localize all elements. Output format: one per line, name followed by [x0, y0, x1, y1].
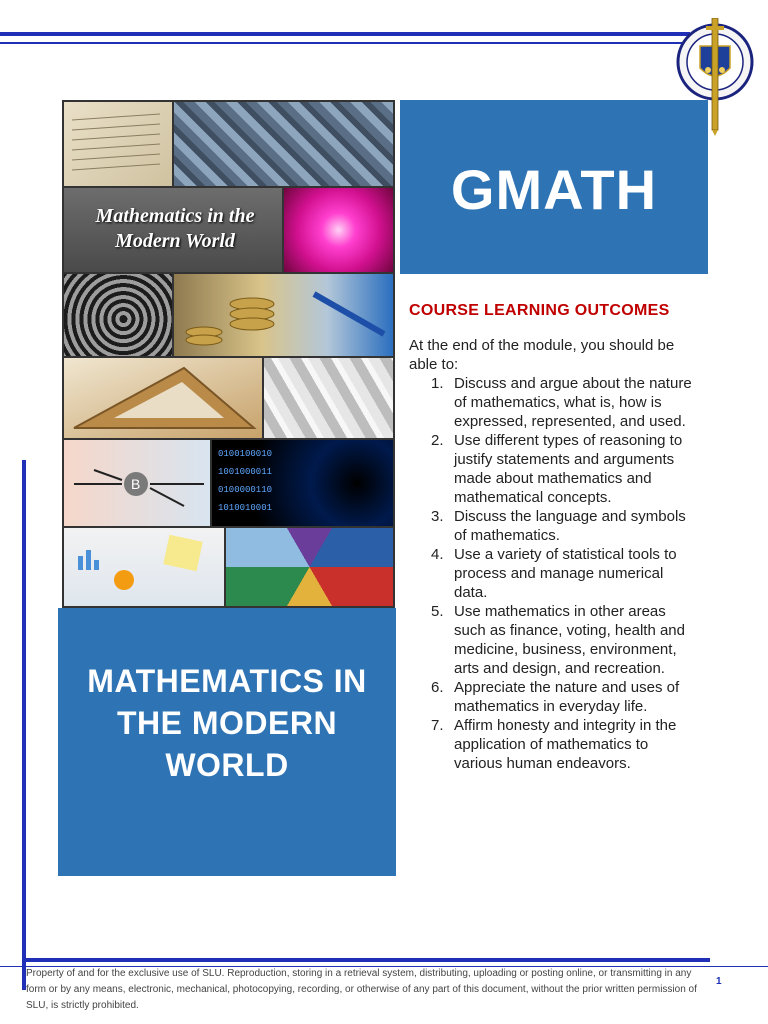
- list-item: [409, 678, 699, 716]
- item-number: 1.: [431, 375, 444, 392]
- course-code-box: [400, 100, 708, 274]
- spiral-staircase-image: [64, 274, 172, 356]
- svg-text:1001000011: 1001000011: [218, 467, 273, 477]
- coins-pen-image: [174, 274, 393, 356]
- list-item: [409, 545, 699, 602]
- list-item: [409, 602, 699, 678]
- item-number: 7.: [431, 717, 444, 734]
- set-square-image: [64, 358, 262, 438]
- copyright-footer: Property of and for the exclusive use of SLU. Reproduction, storing in a retrieval system, distributing, uploading or posting online, or transmitting in any form or by any means, electronic, mechanical, photocopying, recording, or otherwise of any part of this document, without the prior written permission of SLU, is strictly prohibited.: [26, 968, 697, 1011]
- course-title: MATHEMATICS IN THE MODERN WORLD: [87, 663, 367, 783]
- top-rule: [0, 32, 690, 36]
- outcomes-list: [409, 374, 699, 773]
- flower-image: [284, 188, 393, 272]
- course-title-box: [58, 608, 396, 876]
- list-item: [409, 431, 699, 507]
- stained-glass-image: [226, 528, 393, 606]
- item-text: Discuss the language and symbols of mathematics.: [454, 508, 686, 544]
- svg-text:0100000110: 0100000110: [218, 485, 273, 495]
- svg-text:0100100010: 0100100010: [218, 449, 273, 459]
- collage-caption: Mathematics in the Modern World: [95, 205, 255, 252]
- bitcoin-circuit-image: [64, 440, 210, 526]
- item-text: Use different types of reasoning to justify statements and arguments made about mathematics and mathematical concepts.: [454, 432, 683, 506]
- list-item: [409, 507, 699, 545]
- cubes-image: [174, 102, 393, 186]
- item-text: Discuss and argue about the nature of mathematics, what is, how is expressed, represented, and used.: [454, 375, 692, 430]
- outcomes-intro: At the end of the module, you should be able to:: [409, 337, 675, 373]
- title-collage-image: [64, 188, 282, 272]
- top-rule-thin: [0, 42, 690, 44]
- charts-sticky-note-image: [64, 528, 224, 606]
- left-rule: [22, 460, 26, 990]
- page-number: 1: [716, 976, 722, 987]
- list-item: [409, 716, 699, 773]
- item-number: 3.: [431, 508, 444, 525]
- svg-text:B: B: [131, 476, 141, 492]
- course-code: GMATH: [450, 158, 658, 221]
- item-text: Use a variety of statistical tools to process and manage numerical data.: [454, 546, 677, 601]
- svg-text:1010010001: 1010010001: [218, 503, 273, 513]
- item-number: 6.: [431, 679, 444, 696]
- list-item: [409, 374, 699, 431]
- geometric-pattern-image: [264, 358, 393, 438]
- item-text: Affirm honesty and integrity in the application of mathematics to various human endeavors.: [454, 717, 677, 772]
- item-text: Use mathematics in other areas such as finance, voting, health and medicine, business, environment, arts and design, and recreation.: [454, 603, 685, 677]
- outcomes-heading: COURSE LEARNING OUTCOMES: [409, 302, 670, 319]
- item-number: 2.: [431, 432, 444, 449]
- bottom-rule: [22, 958, 710, 962]
- newspaper-image: [64, 102, 172, 186]
- item-text: Appreciate the nature and uses of mathematics in everyday life.: [454, 679, 680, 715]
- binary-tunnel-image: [212, 440, 393, 526]
- item-number: 5.: [431, 603, 444, 620]
- cover-collage: [62, 100, 395, 608]
- item-number: 4.: [431, 546, 444, 563]
